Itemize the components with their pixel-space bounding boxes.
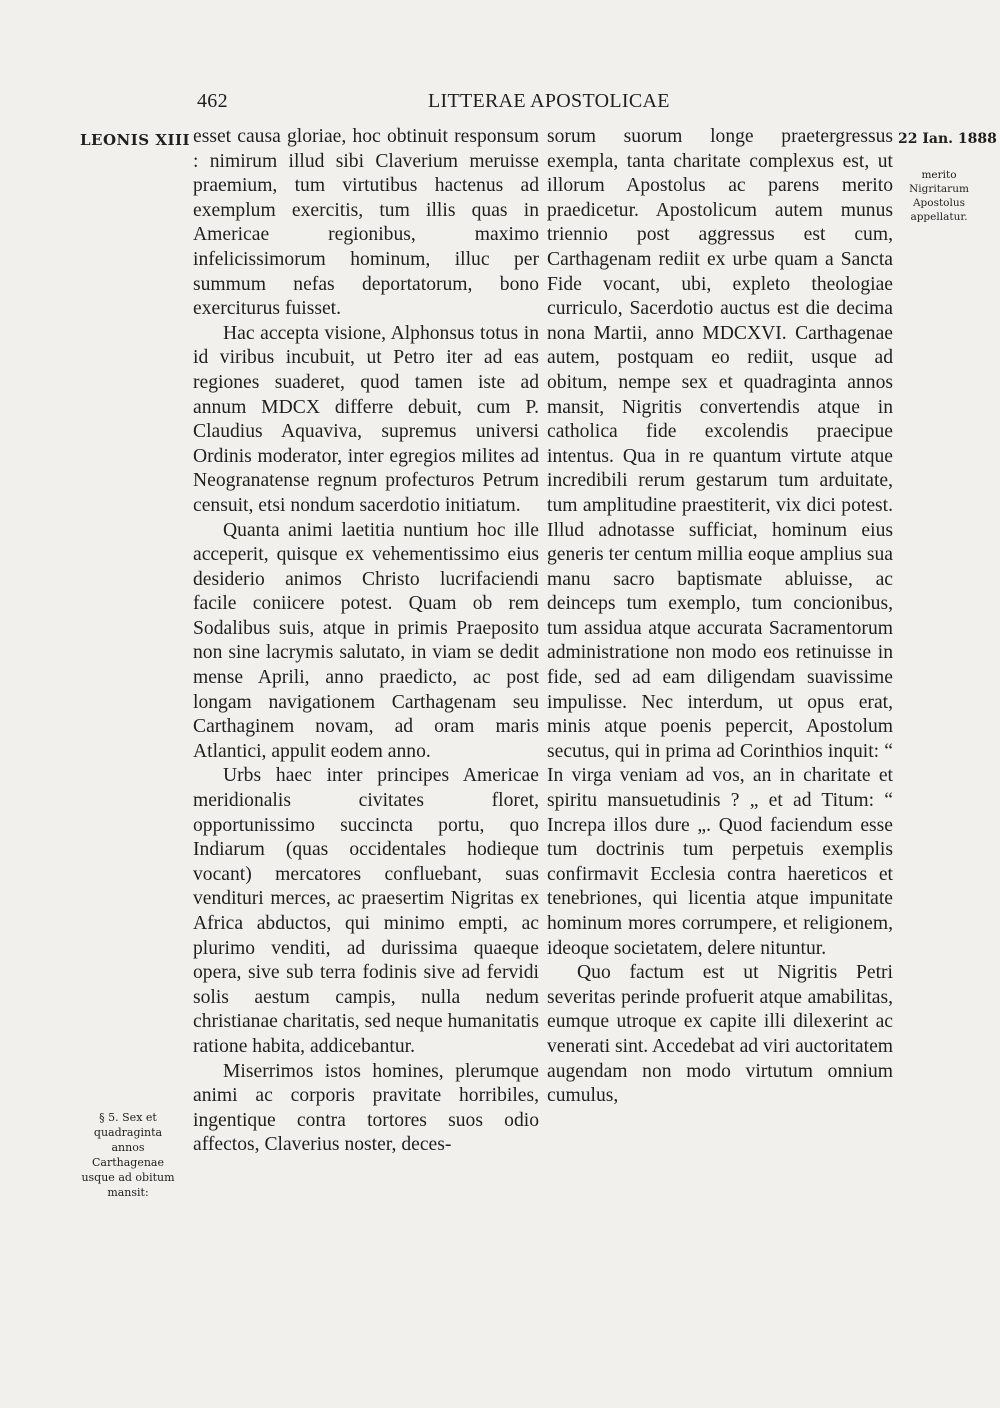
paragraph: esset causa gloriae, hoc obtinuit responsum : nimirum illud sibi Claverium meruisse praemium, tum virtutibus hactenus ad exemplum exercitis, tum illis quas in Americae regionibus, maximo infelicissimorum hominum, illuc per summum nefas deportatorum, bono exerciturus fuisset. bbox=[193, 126, 539, 320]
page-number: 462 bbox=[197, 90, 228, 112]
paragraph: sorum suorum longe praetergressus exempla, tanta charitate complexus est, ut illorum Apostolus ac parens merito praedicetur. Apostolicum autem munus triennio post aggressus est cum, Carthagenam rediit ex urbe quam a Sancta Fide vocant, ubi, expleto theologiae curriculo, Sacerdotio auctus est die decima nona Martii, anno MDCXVI. Carthagenae autem, postquam eo rediit, usque ad obitum, nempe sex et quadraginta annos mansit, Nigritis convertendis atque in catholica fide excolendis praecipue intentus. Qua in re quantum virtute atque incredibili rerum gestarum tum arduitate, tum amplitudine praestiterit, vix dici potest. Illud adnotasse sufficiat, hominum eius generis ter centum millia eoque amplius sua manu sacro baptismate abluisse, ac deinceps tum exemplo, tum concionibus, tum assidua atque accurata Sacramentorum administratione non modo eos retinuisse in fide, sed ad eam diligendam suavissime impulisse. Nec interdum, ut opus erat, minis atque poenis pepercit, Apostolum secutus, qui in prima ad Corinthios inquit: “ In virga veniam ad vos, an in charitate et spiritu mansuetudinis ? „ et ad Titum: “ Increpa illos dure „. Quod faciendum esse tum doctrinis tum perpetuis exemplis confirmavit Ecclesia contra haereticos et tenebriones, qui licentia atque impunitate hominum mores corrumpere, et religionem, ideoque societatem, delere nituntur. bbox=[547, 126, 893, 959]
page-header bbox=[193, 90, 893, 120]
right-margin-note: merito Nigritarum Apostolus appellatur. bbox=[909, 169, 969, 223]
right-margin-date: 22 Ian. 1888 bbox=[898, 131, 997, 147]
running-title: LITTERAE APOSTOLICAE bbox=[428, 90, 670, 112]
left-text-column bbox=[193, 125, 539, 1158]
paragraph: Miserrimos istos homines, plerumque animi ac corporis pravitate horribiles, ingentique contra tortores suos odio affectos, Claverius noster, deces- bbox=[193, 1060, 539, 1156]
right-text-column bbox=[547, 125, 893, 1109]
left-margin-header: LEONIS XIII bbox=[80, 131, 191, 149]
paragraph: Urbs haec inter principes Americae meridionalis civitates floret, opportunissimo succincta portu, quo Indiarum (quas occidentales hodieque vocant) mercatores confluebant, suas vendituri merces, ac praesertim Nigritas ex Africa abductos, qui minimo empti, ac plurimo venditi, ad durissima quaeque opera, sive sub terra fodinis sive ad fervidi solis aestum campis, nulla nedum christianae charitatis, sed neque humanitatis ratione habita, addicebantur. bbox=[193, 765, 539, 1057]
left-margin-section-note: § 5. Sex et quadraginta annos Carthagenae usque ad obitum mansit: bbox=[81, 1111, 175, 1199]
paragraph: Quanta animi laetitia nuntium hoc ille acceperit, quisque ex vehementissimo eius desiderio animos Christo lucrifaciendi facile coniicere potest. Quam ob rem Sodalibus suis, atque in primis Praeposito non sine lacrymis salutato, in viam se dedit mense Aprili, anno praedicto, ac post longam navigationem Carthagenam seu Carthaginem novam, ad oram maris Atlantici, appulit eodem anno. bbox=[193, 519, 539, 762]
paragraph: Hac accepta visione, Alphonsus totus in id viribus incubuit, ut Petro iter ad eas regiones suaderet, quod tamen iste ad annum MDCX differre debuit, cum P. Claudius Aquaviva, supremus universi Ordinis moderator, inter egregios milites ad Neogranatense regnum profecturos Petrum censuit, etsi nondum sacerdotio initiatum. bbox=[193, 322, 539, 516]
paragraph: Quo factum est ut Nigritis Petri severitas perinde profuerit atque amabilitas, eumque utroque ex capite illi dilexerint ac venerati sint. Accedebat ad viri auctoritatem augendam non modo virtutum omnium cumulus, bbox=[547, 962, 894, 1107]
